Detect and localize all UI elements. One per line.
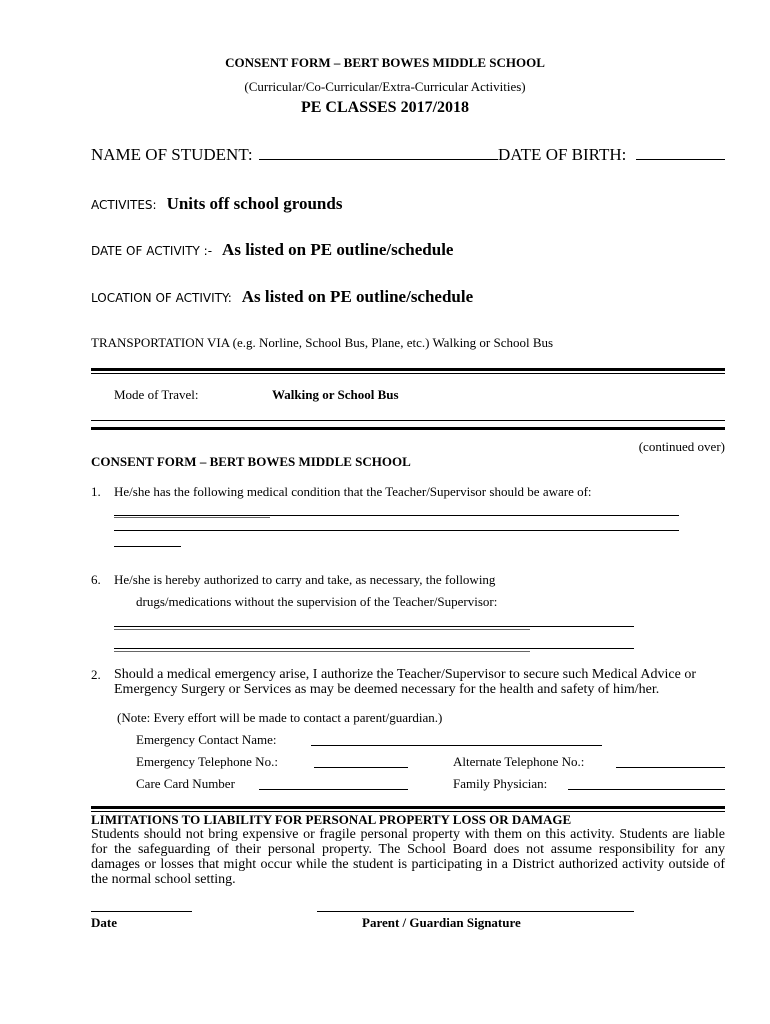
drugs-line-2-underline [114,651,530,652]
alternate-telephone-field[interactable] [616,767,725,768]
drugs-number: 6. [91,572,101,587]
transportation-text: TRANSPORTATION VIA (e.g. Norline, School Bus, Plane, etc.) Walking or School Bus [91,335,554,350]
parent-signature-label: Parent / Guardian Signature [362,915,521,930]
activities-label: ACTIVITES: [91,198,157,212]
family-physician-label: Family Physician: [453,776,548,791]
drugs-text-line-1: He/she is hereby authorized to carry and take, as necessary, the following [114,572,496,587]
program-title: PE CLASSES 2017/2018 [300,99,470,116]
alternate-telephone-label: Alternate Telephone No.: [453,754,585,769]
emergency-number: 2. [91,667,101,682]
emergency-contact-name-label: Emergency Contact Name: [136,732,277,747]
date-of-activity-label: DATE OF ACTIVITY :- [91,244,213,258]
date-of-activity-value: As listed on PE outline/schedule [222,240,454,259]
emergency-contact-name-field[interactable] [311,745,602,746]
divider-thin-top [91,373,725,374]
activities-value: Units off school grounds [166,194,343,213]
medical-line-underline [114,517,270,518]
drugs-line-2[interactable] [114,648,634,649]
emergency-note: (Note: Every effort will be made to contact a parent/guardian.) [117,710,443,725]
care-card-label: Care Card Number [136,776,235,791]
form-title: CONSENT FORM – BERT BOWES MIDDLE SCHOOL [225,55,545,70]
location-label: LOCATION OF ACTIVITY: [91,291,232,305]
liability-divider-thick [91,806,725,809]
date-label: Date [91,915,117,930]
date-of-activity-row [91,240,453,260]
care-card-field[interactable] [259,789,408,790]
liability-title: LIMITATIONS TO LIABILITY FOR PERSONAL PROPERTY LOSS OR DAMAGE [91,812,572,827]
family-physician-field[interactable] [568,789,725,790]
medical-number: 1. [91,484,101,499]
divider-thin-bottom [91,420,725,421]
drugs-line-1-underline [114,629,530,630]
section-title: CONSENT FORM – BERT BOWES MIDDLE SCHOOL [91,454,411,469]
divider-thick-bottom [91,427,725,430]
signature-field[interactable] [317,911,634,912]
mode-of-travel-value: Walking or School Bus [272,387,399,402]
location-value: As listed on PE outline/schedule [241,287,474,306]
medical-text: He/she has the following medical condition that the Teacher/Supervisor should be aware of: [114,484,592,499]
divider-thick-top [91,368,725,371]
form-subtitle: (Curricular/Co-Curricular/Extra-Curricular Activities) [244,79,526,94]
date-field[interactable] [91,911,192,912]
medical-line-2[interactable] [114,530,679,531]
drugs-text-line-2: drugs/medications without the supervision of the Teacher/Supervisor: [136,594,498,609]
emergency-telephone-field[interactable] [314,767,408,768]
medical-line-1[interactable] [114,515,679,516]
emergency-text: Should a medical emergency arise, I authorize the Teacher/Supervisor to secure such Medical Advice or Emergency Surgery or Services as may be deemed necessary for the health and safety of him/her. [114,667,697,697]
medical-line-3[interactable] [114,546,181,547]
activities-row [91,194,342,214]
student-name-field[interactable] [259,159,498,160]
date-of-birth-label: DATE OF BIRTH: [498,145,627,164]
date-of-birth-field[interactable] [636,159,725,160]
emergency-telephone-label: Emergency Telephone No.: [136,754,278,769]
liability-text: Students should not bring expensive or fragile personal property with them on this activity. Students are liable for the safeguarding of their personal property. The School Board does not assume responsibility for any damages or losses that might occur while the student is participating in a District authorized activity outside of the normal school setting. [91,827,725,887]
mode-of-travel-label: Mode of Travel: [114,387,199,402]
continued-note: (continued over) [638,439,725,454]
student-name-label: NAME OF STUDENT: [91,145,253,164]
location-row [91,287,473,307]
drugs-line-1[interactable] [114,626,634,627]
